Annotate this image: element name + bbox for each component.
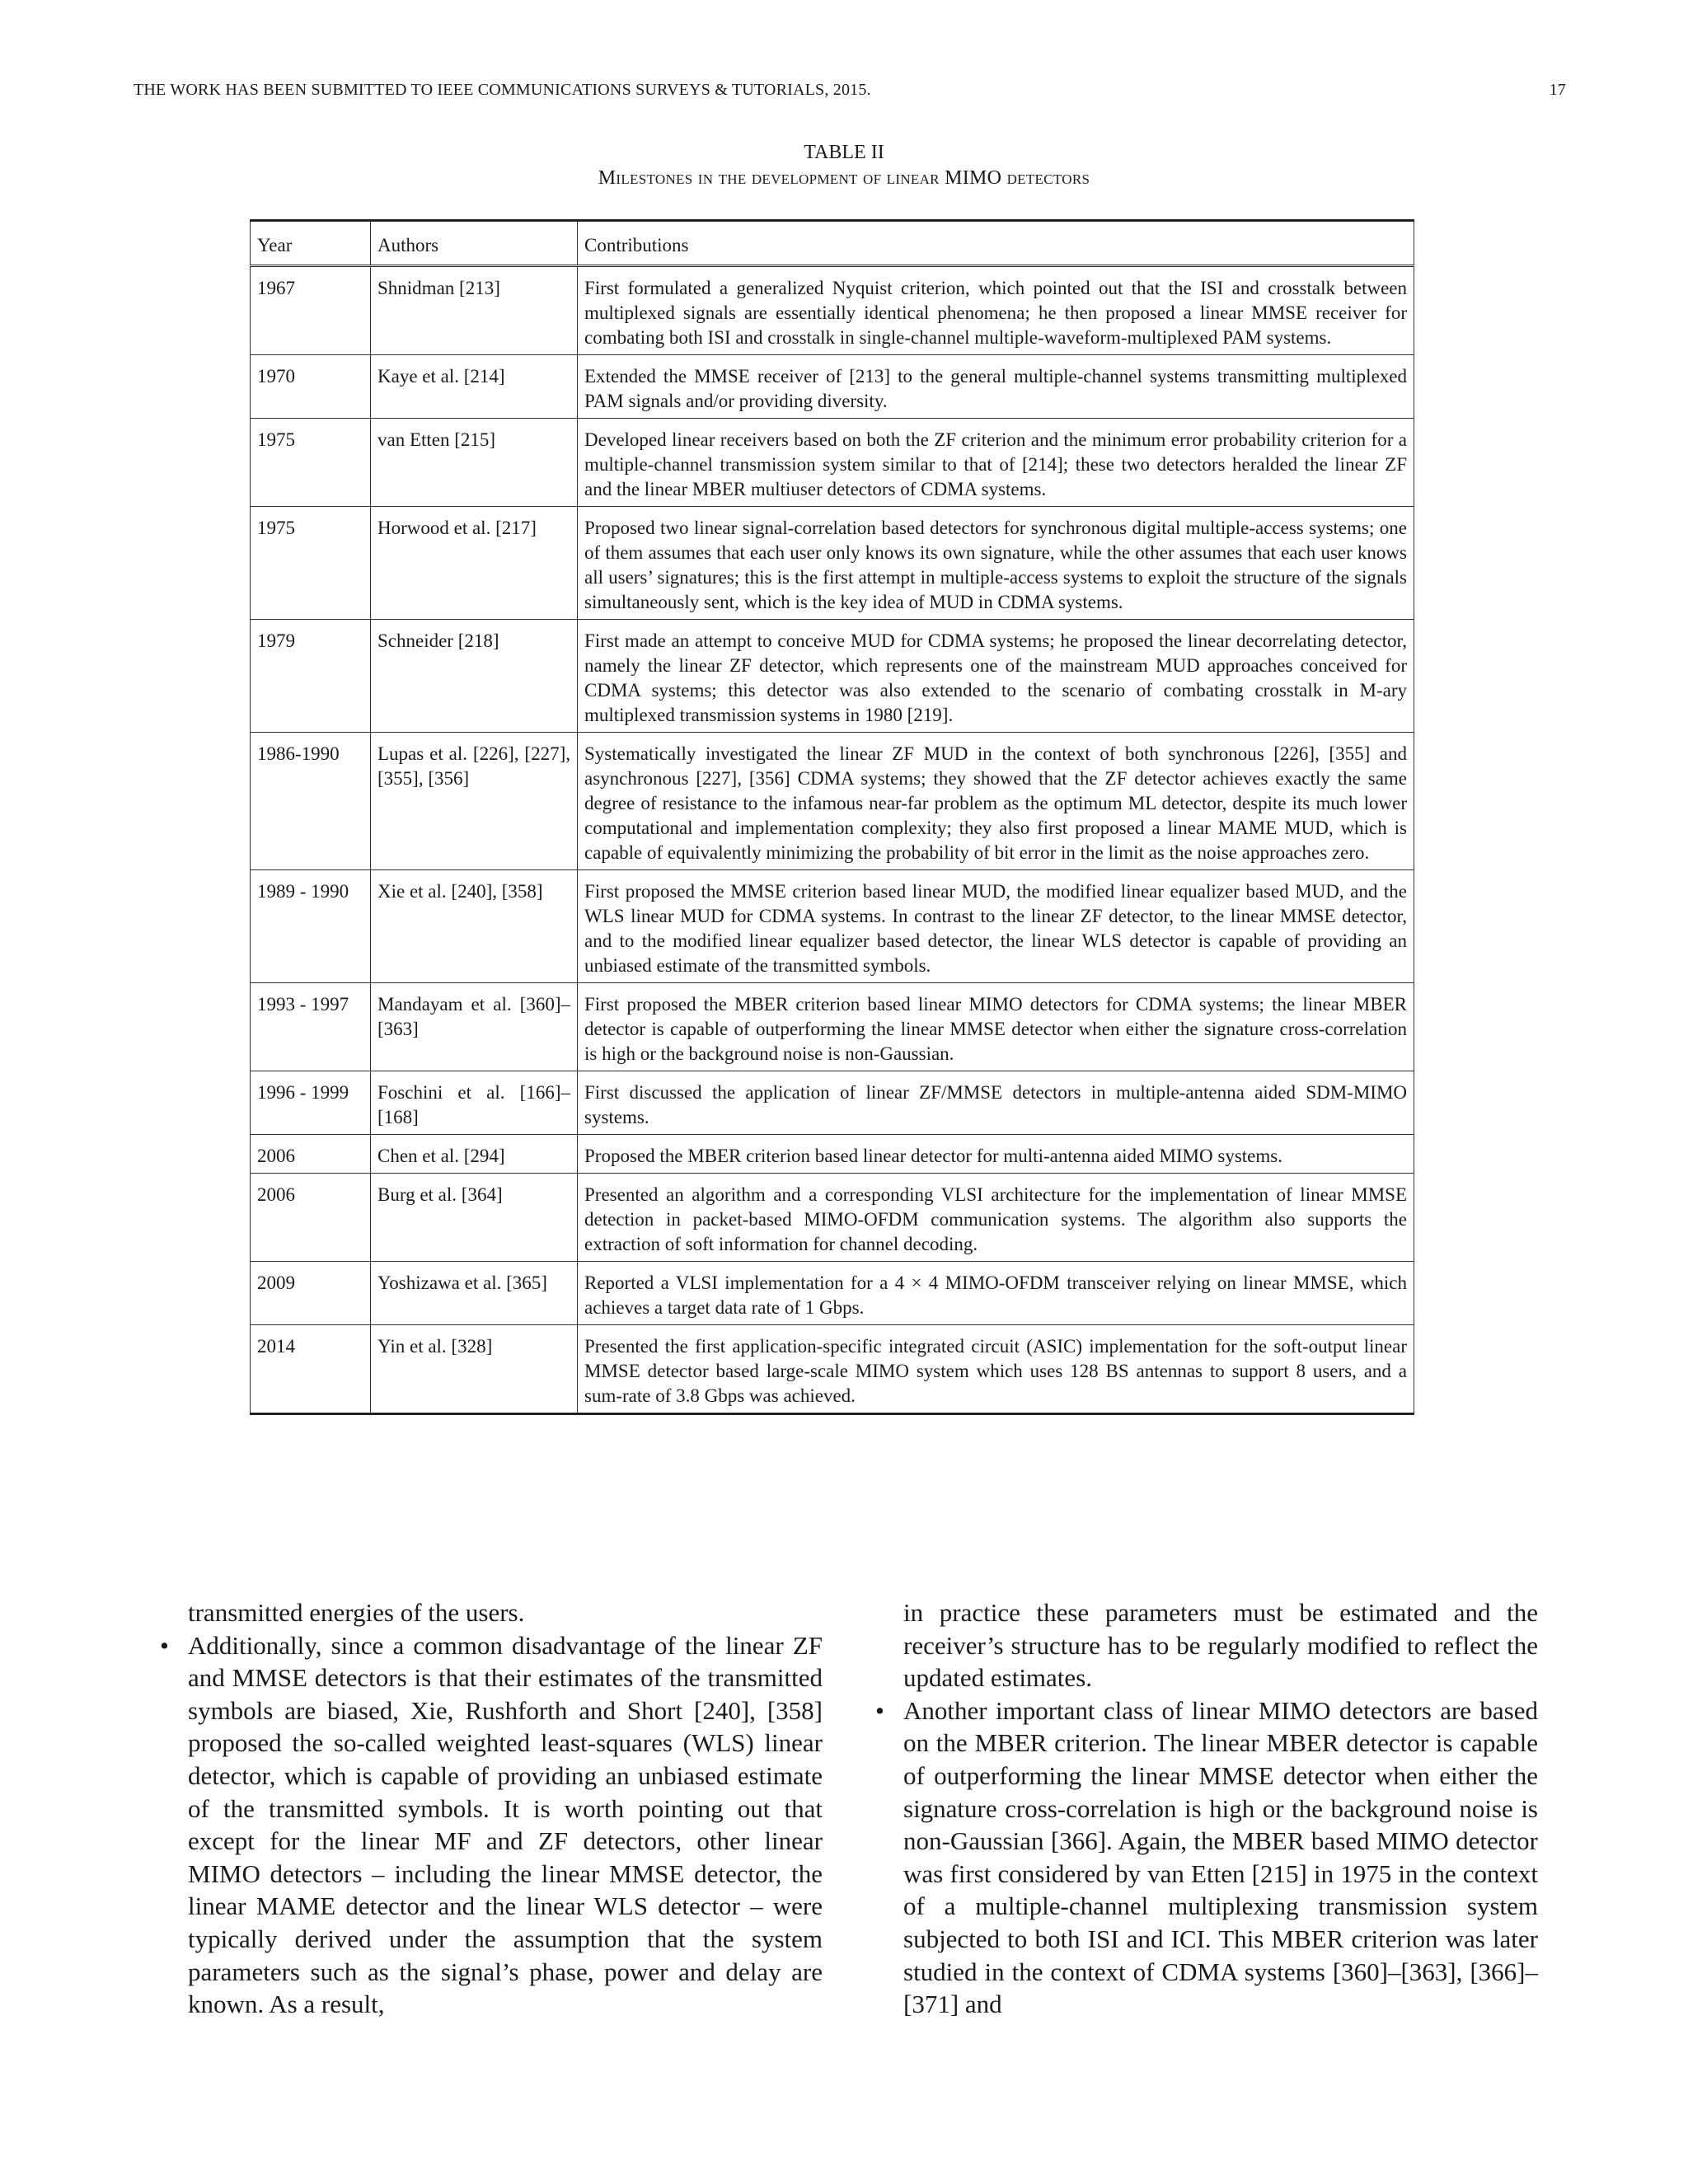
- cell-contribution: First proposed the MBER criterion based linear MIMO detectors for CDMA systems; the linear MBER detector is capable of outperforming the linear MMSE detector when either the signature cross-correlation is high or the background noise is non-Gaussian.: [578, 983, 1414, 1071]
- table-header-row: [251, 221, 1414, 266]
- table-row: [251, 733, 1414, 870]
- cell-contribution: Developed linear receivers based on both the ZF criterion and the minimum error probability criterion for a multiple-channel transmission system similar to that of [214]; these two detectors heralded the linear ZF and the linear MBER multiuser detectors of CDMA systems.: [578, 419, 1414, 507]
- cell-contribution: Presented an algorithm and a corresponding VLSI architecture for the implementation of linear MMSE detection in packet-based MIMO-OFDM communication systems. The algorithm also supports the extraction of soft information for channel decoding.: [578, 1174, 1414, 1262]
- table-row: [251, 419, 1414, 507]
- cell-contribution: Systematically investigated the linear ZF MUD in the context of both synchronous [226], [355] and asynchronous [227], [356] CDMA systems; they showed that the ZF detector achieves exactly the same degree of resistance to the infamous near-far problem as the optimum ML detector, despite its much lower computational and implementation complexity; they also first proposed a linear MAME MUD, which is capable of equivalently minimizing the probability of bit error in the limit as the noise approaches zero.: [578, 733, 1414, 870]
- table-row: [251, 1135, 1414, 1174]
- cell-contribution: Proposed two linear signal-correlation based detectors for synchronous digital multiple-access systems; one of them assumes that each user only knows its own signature, while the other assumes that each user knows all users’ signatures; this is the first attempt in multiple-access systems to exploit the structure of the signals simultaneously sent, which is the key idea of MUD in CDMA systems.: [578, 507, 1414, 620]
- cell-year: 2006: [251, 1174, 371, 1262]
- cell-authors: Foschini et al. [166]–[168]: [371, 1071, 578, 1135]
- cell-contribution: First made an attempt to conceive MUD for CDMA systems; he proposed the linear decorrelating detector, namely the linear ZF detector, which represents one of the mainstream MUD approaches conceived for CDMA systems; this detector was also extended to the scenario of combating crosstalk in M-ary multiplexed transmission systems in 1980 [219].: [578, 620, 1414, 733]
- table-row: [251, 355, 1414, 419]
- cell-authors: Yoshizawa et al. [365]: [371, 1262, 578, 1325]
- running-title: THE WORK HAS BEEN SUBMITTED TO IEEE COMMUNICATIONS SURVEYS & TUTORIALS, 2015.: [134, 81, 871, 99]
- table-row: [251, 1325, 1414, 1414]
- cell-year: 2014: [251, 1325, 371, 1414]
- cell-authors: Xie et al. [240], [358]: [371, 870, 578, 983]
- cell-year: 2006: [251, 1135, 371, 1174]
- paragraph-continuation: in practice these parameters must be estimated and the receiver’s structure has to be regularly modified to reflect the updated estimates.: [903, 1598, 1538, 1693]
- cell-authors: Chen et al. [294]: [371, 1135, 578, 1174]
- milestones-table-container: [250, 219, 1414, 1415]
- cell-contribution: First proposed the MMSE criterion based linear MUD, the modified linear equalizer based MUD, and the WLS linear MUD for CDMA systems. In contrast to the linear ZF detector, to the linear MMSE detector, and to the modified linear equalizer based detector, the linear WLS detector is capable of providing an unbiased estimate of the transmitted symbols.: [578, 870, 1414, 983]
- cell-contribution: First formulated a generalized Nyquist criterion, which pointed out that the ISI and crosstalk between multiplexed signals are essentially identical phenomena; he then proposed a linear MMSE receiver for combating both ISI and crosstalk in single-channel multiple-waveform-multiplexed PAM systems.: [578, 266, 1414, 355]
- page-number: 17: [1549, 81, 1566, 99]
- cell-contribution: First discussed the application of linear ZF/MMSE detectors in multiple-antenna aided SDM-MIMO systems.: [578, 1071, 1414, 1135]
- running-header: [134, 81, 1566, 100]
- cell-authors: Schneider [218]: [371, 620, 578, 733]
- cell-authors: Horwood et al. [217]: [371, 507, 578, 620]
- table-title: Milestones in the development of linear MIMO detectors: [598, 167, 1090, 189]
- cell-year: 1993 - 1997: [251, 983, 371, 1071]
- bullet-text: Additionally, since a common disadvantage of the linear ZF and MMSE detectors is that their estimates of the transmitted symbols are biased, Xie, Rushforth and Short [240], [358] proposed the so-called weighted least-squares (WLS) linear detector, which is capable of providing an unbiased estimate of the transmitted symbols. It is worth pointing out that except for the linear MF and ZF detectors, other linear MIMO detectors – including the linear MMSE detector, the linear MAME detector and the linear WLS detector – were typically derived under the assumption that the system parameters such as the signal’s phase, power and delay are known. As a result,: [188, 1630, 823, 2019]
- body-column-right: [875, 1596, 1538, 2021]
- cell-authors: Burg et al. [364]: [371, 1174, 578, 1262]
- cell-contribution: Extended the MMSE receiver of [213] to the general multiple-channel systems transmitting multiplexed PAM signals and/or providing diversity.: [578, 355, 1414, 419]
- cell-year: 1975: [251, 507, 371, 620]
- bullet-item: [160, 1629, 823, 2021]
- cell-year: 1970: [251, 355, 371, 419]
- bullet-dot-icon: •: [160, 1630, 169, 1660]
- body-column-left: [160, 1596, 823, 2021]
- cell-year: 1979: [251, 620, 371, 733]
- cell-contribution: Proposed the MBER criterion based linear detector for multi-antenna aided MIMO systems.: [578, 1135, 1414, 1174]
- table-caption: [0, 140, 1688, 191]
- bullet-text: Another important class of linear MIMO detectors are based on the MBER criterion. The linear MBER detector is capable of outperforming the linear MMSE detector when either the signature cross-correlation is high or the background noise is non-Gaussian [366]. Again, the MBER based MIMO detector was first considered by van Etten [215] in 1975 in the context of a multiple-channel multiplexing transmission system subjected to both ISI and ICI. This MBER criterion was later studied in the context of CDMA systems [360]–[363], [366]–[371] and: [903, 1695, 1538, 2019]
- cell-authors: Mandayam et al. [360]–[363]: [371, 983, 578, 1071]
- cell-contribution: Presented the first application-specific integrated circuit (ASIC) implementation for the soft-output linear MMSE detector based large-scale MIMO system which uses 128 BS antennas to support 8 users, and a sum-rate of 3.8 Gbps was achieved.: [578, 1325, 1414, 1414]
- paragraph-continuation: transmitted energies of the users.: [188, 1598, 525, 1627]
- cell-contribution: Reported a VLSI implementation for a 4 × 4 MIMO-OFDM transceiver relying on linear MMSE, which achieves a target data rate of 1 Gbps.: [578, 1262, 1414, 1325]
- column-header-contributions: Contributions: [578, 221, 1414, 266]
- column-header-authors: Authors: [371, 221, 578, 266]
- cell-year: 2009: [251, 1262, 371, 1325]
- column-header-year: Year: [251, 221, 371, 266]
- cell-authors: Kaye et al. [214]: [371, 355, 578, 419]
- cell-authors: Yin et al. [328]: [371, 1325, 578, 1414]
- table-row: [251, 870, 1414, 983]
- table-label: TABLE II: [804, 142, 884, 163]
- table-row: [251, 507, 1414, 620]
- table-row: [251, 1174, 1414, 1262]
- table-row: [251, 1262, 1414, 1325]
- cell-year: 1975: [251, 419, 371, 507]
- cell-year: 1996 - 1999: [251, 1071, 371, 1135]
- cell-year: 1986-1990: [251, 733, 371, 870]
- milestones-table: [250, 219, 1414, 1415]
- cell-authors: Lupas et al. [226], [227], [355], [356]: [371, 733, 578, 870]
- table-row: [251, 1071, 1414, 1135]
- bullet-dot-icon: •: [875, 1695, 884, 1725]
- cell-authors: Shnidman [213]: [371, 266, 578, 355]
- table-row: [251, 620, 1414, 733]
- table-row: [251, 983, 1414, 1071]
- cell-authors: van Etten [215]: [371, 419, 578, 507]
- bullet-item: [875, 1694, 1538, 2021]
- cell-year: 1967: [251, 266, 371, 355]
- table-row: [251, 266, 1414, 355]
- cell-year: 1989 - 1990: [251, 870, 371, 983]
